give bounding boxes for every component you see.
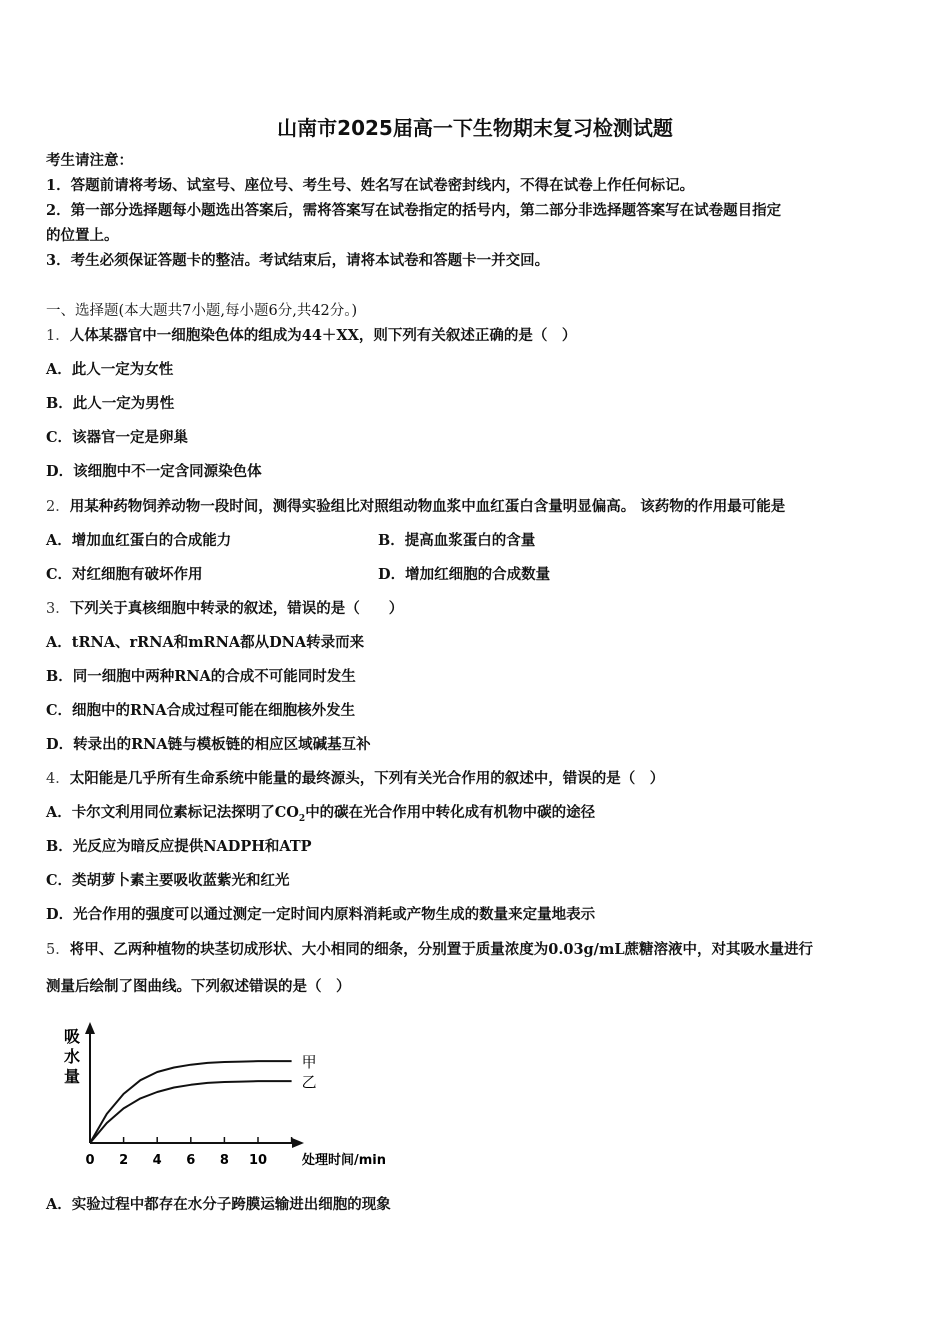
section-heading: 一、选择题(本大题共7小题,每小题6分,共42分。) <box>46 303 358 319</box>
q2-option-d: D．增加红细胞的合成数量 <box>378 566 551 583</box>
series-label-1: 甲 <box>301 1053 317 1072</box>
q3-option-a: A．tRNA、rRNA和mRNA都从DNA转录而来 <box>46 634 365 651</box>
q2-options-row-2 <box>46 565 916 585</box>
y-label-char: 吸 <box>63 1027 81 1046</box>
q1-option-a: A．此人一定为女性 <box>46 361 174 378</box>
q4-option-a-text: A．卡尔文利用同位素标记法探明了CO <box>46 804 299 821</box>
page-title: 山南市2025届高一下生物期末复习检测试题 <box>277 116 673 140</box>
notice-item-3: 3．考生必须保证答题卡的整洁。考试结束后，请将本试卷和答题卡一并交回。 <box>46 252 550 269</box>
question-5-stem <box>46 940 916 960</box>
x-tick-label: 4 <box>152 1153 162 1168</box>
q1-option-c: C．该器官一定是卵巢 <box>46 429 189 446</box>
q3-option-d: D．转录出的RNA链与模板链的相应区域碱基互补 <box>46 736 371 753</box>
question-text: 下列关于真核细胞中转录的叙述，错误的是（ ） <box>69 600 404 617</box>
subscript-2: 2 <box>298 813 306 824</box>
q4-option-c: C．类胡萝卜素主要吸收蓝紫光和红光 <box>46 872 290 889</box>
q2-option-c: C．对红细胞有破坏作用 <box>46 566 203 583</box>
q4-option-a-text-cont: 中的碳在光合作用中转化成有机物中碳的途径 <box>305 804 596 821</box>
notice-item-1: 1．答题前请将考场、试室号、座位号、考生号、姓名写在试卷密封线内，不得在试卷上作任何标记。 <box>46 177 695 194</box>
x-tick-label: 8 <box>219 1153 229 1168</box>
question-number: 4． <box>46 771 70 787</box>
series-label-2: 乙 <box>301 1073 317 1092</box>
y-axis-arrow-icon <box>85 1022 95 1034</box>
question-text: 将甲、乙两种植物的块茎切成形状、大小相同的细条，分别置于质量浓度为0.03g/mL蔗糖溶液中，对其吸水量进行 <box>69 941 814 958</box>
q1-option-b: B．此人一定为男性 <box>46 395 175 412</box>
x-tick-label: 0 <box>85 1153 95 1168</box>
question-number: 2． <box>46 499 70 515</box>
x-axis-label: 处理时间/min <box>302 1153 386 1168</box>
x-tick-label: 2 <box>119 1153 129 1168</box>
question-4-stem <box>46 769 916 789</box>
question-text: 人体某器官中一细胞染色体的组成为44＋XX，则下列有关叙述正确的是（ ） <box>69 327 577 344</box>
question-number: 1． <box>46 328 70 344</box>
question-5-stem-cont: 测量后绘制了图曲线。下列叙述错误的是（ ） <box>46 978 351 995</box>
notice-item-2-cont: 的位置上。 <box>46 227 119 244</box>
x-axis-arrow-icon <box>292 1138 304 1148</box>
y-label-char: 水 <box>63 1047 81 1066</box>
q5-option-a: A．实验过程中都存在水分子跨膜运输进出细胞的现象 <box>46 1196 391 1213</box>
y-label-char: 量 <box>63 1067 81 1086</box>
q2-options-row-1 <box>46 531 916 551</box>
question-number: 3． <box>46 601 70 617</box>
question-3-stem <box>46 599 916 619</box>
q3-option-c: C．细胞中的RNA合成过程可能在细胞核外发生 <box>46 702 356 719</box>
series-line-2 <box>90 1081 292 1143</box>
question-text: 太阳能是几乎所有生命系统中能量的最终源头，下列有关光合作用的叙述中，错误的是（ ） <box>69 770 665 787</box>
series-line-1 <box>90 1061 292 1143</box>
question-text: 用某种药物饲养动物一段时间，测得实验组比对照组动物血浆中血红蛋白含量明显偏高。 该药物的作用最可能是 <box>69 498 786 515</box>
y-axis-label <box>64 1027 80 1086</box>
notice-heading: 考生请注意： <box>46 152 133 169</box>
chart-series <box>90 1053 317 1143</box>
q2-option-b: B．提高血浆蛋白的含量 <box>378 532 536 549</box>
x-tick-label: 10 <box>248 1153 268 1168</box>
question-number: 5． <box>46 942 70 958</box>
x-ticks <box>85 1137 291 1168</box>
x-tick-label: 6 <box>186 1153 196 1168</box>
q2-option-a: A．增加血红蛋白的合成能力 <box>46 532 232 549</box>
q4-option-b: B．光反应为暗反应提供NADPH和ATP <box>46 838 312 855</box>
q1-option-d: D．该细胞中不一定含同源染色体 <box>46 463 262 480</box>
q4-option-a <box>46 803 916 829</box>
q3-option-b: B．同一细胞中两种RNA的合成不可能同时发生 <box>46 668 356 685</box>
notice-item-2: 2．第一部分选择题每小题选出答案后，需将答案写在试卷指定的括号内，第二部分非选择题答案写在试卷题目指定 <box>46 202 782 219</box>
question-2-stem <box>46 497 916 517</box>
water-absorption-chart <box>56 1018 386 1174</box>
question-1-stem <box>46 326 916 346</box>
q4-option-d: D．光合作用的强度可以通过测定一定时间内原料消耗或产物生成的数量来定量地表示 <box>46 906 596 923</box>
